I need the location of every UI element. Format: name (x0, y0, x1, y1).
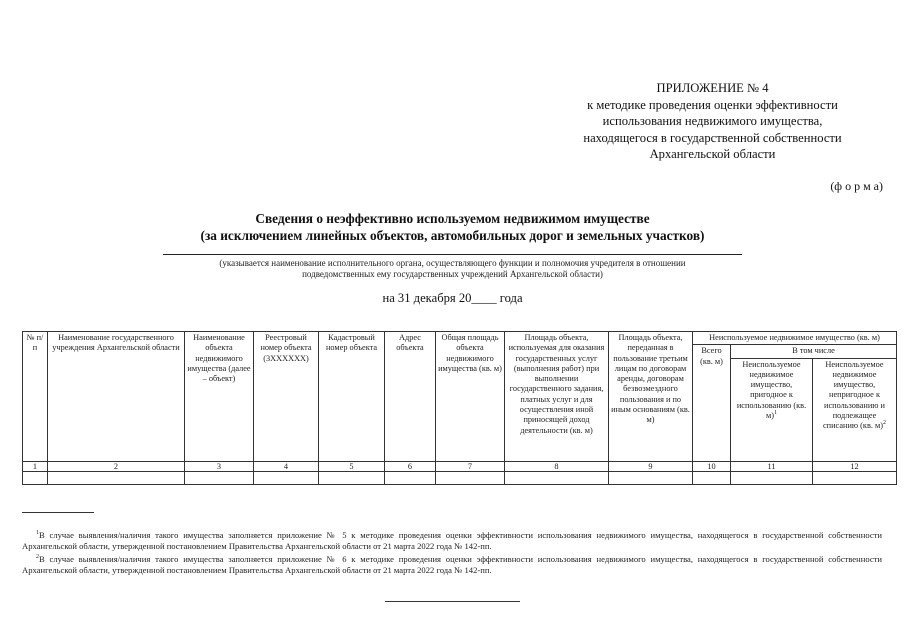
hint-line: подведомственных ему государственных учреждений Архангельской области) (302, 269, 603, 279)
col-header-usable (731, 358, 813, 461)
empty-cell[interactable] (254, 471, 319, 484)
bottom-separator (385, 601, 520, 602)
report-date: на 31 декабря 20____ года (382, 291, 523, 305)
col-header-unused-group: Неиспользуемое недвижимое имущество (кв. м) (693, 332, 897, 345)
appendix-line: использования недвижимого имущества, (602, 114, 823, 128)
col-header-unusable (813, 358, 897, 461)
col-header-transferred-area: Площадь объекта, переданная в пользование третьим лицам по договорам аренды, договорам безвозмездного пользования и по иным основаниям (кв. м) (609, 332, 693, 462)
empty-cell[interactable] (385, 471, 436, 484)
column-number: 6 (385, 461, 436, 471)
col-header-registry-number: Реестровый номер объекта (3XXXXXX) (254, 332, 319, 462)
column-number: 8 (505, 461, 609, 471)
column-number: 12 (813, 461, 897, 471)
column-number: 3 (185, 461, 254, 471)
title-line: Сведения о неэффективно используемом недвижимом имуществе (255, 211, 650, 226)
col-header-number: № п/п (23, 332, 48, 462)
column-number: 4 (254, 461, 319, 471)
document-title (0, 210, 905, 244)
footnote-2 (22, 554, 882, 577)
footnote-1 (22, 530, 882, 553)
empty-cell[interactable] (731, 471, 813, 484)
column-number: 1 (23, 461, 48, 471)
column-number: 2 (48, 461, 185, 471)
appendix-header (540, 80, 885, 163)
col-header-including: В том числе (731, 345, 897, 358)
form-label: (ф о р м а) (830, 179, 883, 193)
appendix-number: ПРИЛОЖЕНИЕ № 4 (656, 81, 769, 95)
column-number: 9 (609, 461, 693, 471)
title-line: (за исключением линейных объектов, автомобильных дорог и земельных участков) (200, 228, 705, 243)
footnote-separator (22, 512, 94, 513)
unusable-label: Неиспользуемое недвижимое имущество, непригодное к использованию и подлежащее списанию (кв. м) (822, 359, 885, 431)
empty-cell[interactable] (48, 471, 185, 484)
column-number: 10 (693, 461, 731, 471)
appendix-line: находящегося в государственной собственности (583, 130, 842, 145)
footnote-mark: 2 (36, 553, 39, 560)
empty-cell[interactable] (185, 471, 254, 484)
col-header-unused-total: Всего (кв. м) (693, 345, 731, 461)
col-header-object-name: Наименование объекта недвижимого имущества (далее – объект) (185, 332, 254, 462)
empty-cell[interactable] (23, 471, 48, 484)
empty-cell[interactable] (693, 471, 731, 484)
col-header-address: Адрес объекта (385, 332, 436, 462)
empty-cell[interactable] (813, 471, 897, 484)
empty-cell[interactable] (319, 471, 385, 484)
empty-cell[interactable] (609, 471, 693, 484)
col-header-used-area: Площадь объекта, используемая для оказания государственных услуг (выполнения работ) при выполнении государственного задания, платных услуг и для осуществления иной приносящей доход деятельности (кв. м) (505, 332, 609, 462)
col-header-institution: Наименование государственного учреждения Архангельской области (48, 332, 185, 462)
footnote-ref-2: 2 (883, 420, 887, 427)
authority-fill-line[interactable] (163, 254, 742, 255)
column-number: 7 (436, 461, 505, 471)
footnotes (22, 530, 882, 577)
appendix-line: Архангельской области (649, 147, 776, 161)
footnote-ref-1: 1 (774, 410, 777, 417)
authority-hint (0, 258, 905, 280)
column-number-row (23, 461, 897, 471)
footnote-text: В случае выявления/наличия такого имущества заполняется приложение № 6 к методике проведения оценки эффективности использования недвижимого имущества, находящегося в государственной собственности Архангельской области, утвержденной постановлением Правительства Архангельской области от 21 марта 2022 года № 142-пп. (22, 553, 882, 575)
col-header-total-area: Общая площадь объекта недвижимого имущества (кв. м) (436, 332, 505, 462)
empty-cell[interactable] (436, 471, 505, 484)
footnote-mark: 1 (36, 530, 39, 537)
property-table (22, 331, 897, 485)
hint-line: (указывается наименование исполнительного органа, осуществляющего функции и полномочия учредителя в отношении (219, 258, 686, 268)
column-number: 5 (319, 461, 385, 471)
empty-data-row (23, 471, 897, 484)
empty-cell[interactable] (505, 471, 609, 484)
footnote-text: В случае выявления/наличия такого имущества заполняется приложение № 5 к методике проведения оценки эффективности использования недвижимого имущества, находящегося в государственной собственности Архангельской области, утвержденной постановлением Правительства Архангельской области от 21 марта 2022 года № 142-пп. (22, 530, 882, 552)
column-number: 11 (731, 461, 813, 471)
appendix-line: к методике проведения оценки эффективности (587, 97, 838, 112)
usable-label: Неиспользуемое недвижимое имущество, пригодное к использованию (кв. м) (736, 359, 807, 421)
col-header-cadastral-number: Кадастровый номер объекта (319, 332, 385, 462)
